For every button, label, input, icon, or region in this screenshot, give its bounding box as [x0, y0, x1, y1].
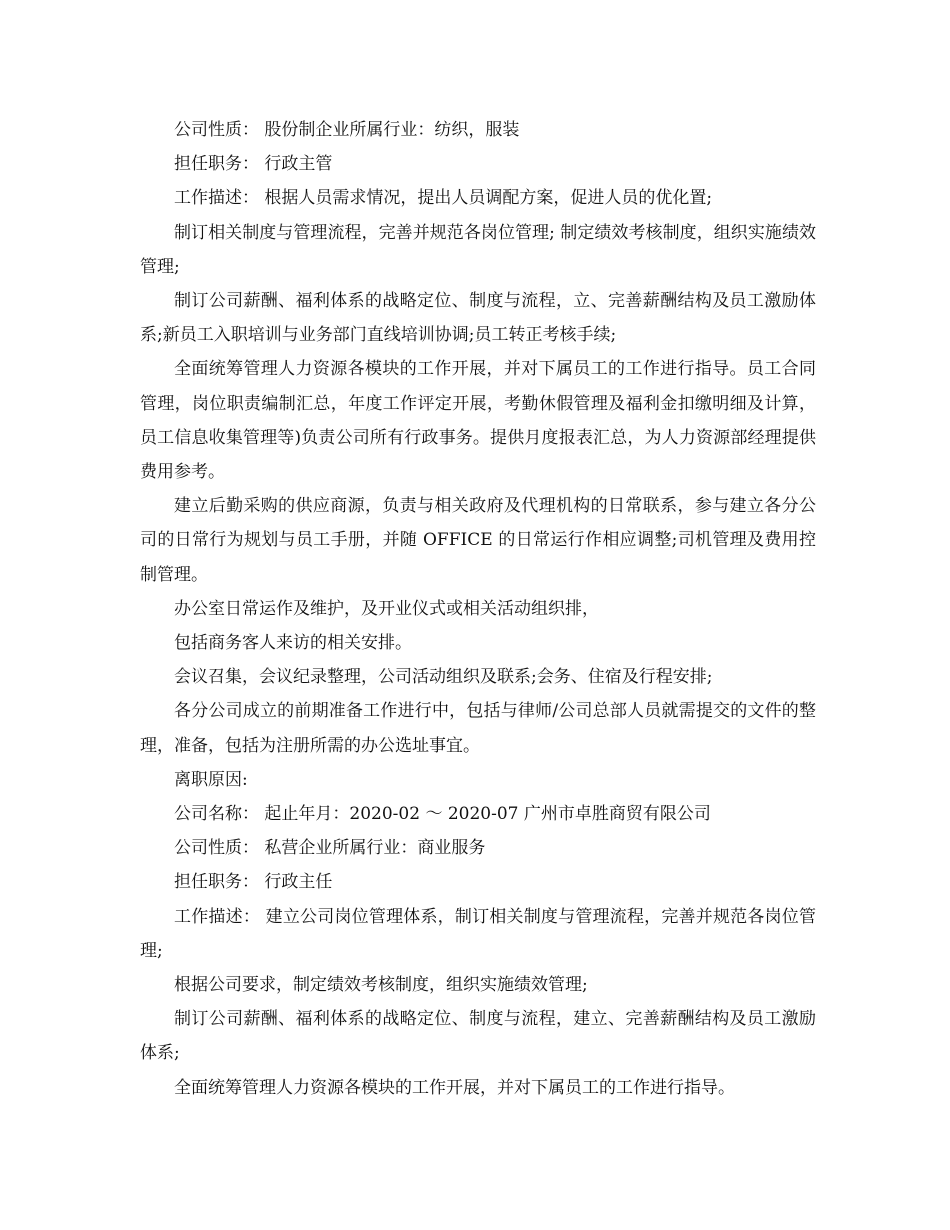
paragraph-company-nature: 公司性质： 股份制企业所属行业：纺织，服装: [174, 120, 520, 140]
paragraph-position-2: 担任职务： 行政主任: [174, 872, 333, 893]
paragraph-logistics: 建立后勤采购的供应商源，负责与相关政府及代理机构的日常联系，参与建立各分公司的日常行为规划与员工手册，并随 OFFICE 的日常运行作相应调整;司机管理及费用控制管理。: [140, 496, 816, 585]
paragraph-management-process: 制订相关制度与管理流程，完善并规范各岗位管理; 制定绩效考核制度，组织实施绩效管理;: [140, 222, 816, 277]
paragraph-office-operations: 办公室日常运作及维护，及开业仪式或相关活动组织排，: [174, 598, 599, 619]
paragraph-meetings: 会议召集，会议纪录整理，公司活动组织及联系;会务、住宿及行程安排;: [174, 667, 713, 688]
paragraph-compensation-system: 制订公司薪酬、福利体系的战略定位、制度与流程，立、完善薪酬结构及员工激励体系;新员工入职培训与业务部门直线培训协调;员工转正考核手续;: [140, 291, 816, 346]
paragraph-compensation-system-2: 制订公司薪酬、福利体系的战略定位、制度与流程，建立、完善薪酬结构及员工激励体系;: [140, 1009, 816, 1064]
paragraph-job-description-2: 工作描述： 建立公司岗位管理体系，制订相关制度与管理流程，完善并规范各岗位管理;: [140, 906, 816, 961]
paragraph-job-description: 工作描述： 根据人员需求情况，提出人员调配方案，促进人员的优化置;: [174, 188, 713, 209]
paragraph-branch-setup: 各分公司成立的前期准备工作进行中，包括与律师/公司总部人员就需提交的文件的整理，准备，包括为注册所需的办公选址事宜。: [140, 701, 816, 756]
paragraph-company-nature-2: 公司性质： 私营企业所属行业：商业服务: [174, 838, 486, 859]
paragraph-hr-coordination-2: 全面统筹管理人力资源各模块的工作开展，并对下属员工的工作进行指导。: [174, 1077, 735, 1098]
document-page: [140, 113, 816, 1105]
paragraph-business-guests: 包括商务客人来访的相关安排。: [174, 633, 412, 654]
paragraph-company-name: 公司名称： 起止年月：2020-02 ～ 2020-07 广州市卓胜商贸有限公司: [174, 804, 711, 825]
paragraph-position: 担任职务： 行政主管: [174, 154, 333, 175]
paragraph-performance: 根据公司要求，制定绩效考核制度，组织实施绩效管理;: [174, 975, 588, 996]
paragraph-reason-for-leaving: 离职原因:: [174, 769, 248, 790]
paragraph-hr-coordination: 全面统筹管理人力资源各模块的工作开展，并对下属员工的工作进行指导。员工合同管理，岗位职责编制汇总，年度工作评定开展，考勤休假管理及福利金扣缴明细及计算，员工信息收集管理等)负责公司所有行政事务。提供月度报表汇总，为人力资源部经理提供费用参考。: [140, 359, 816, 483]
